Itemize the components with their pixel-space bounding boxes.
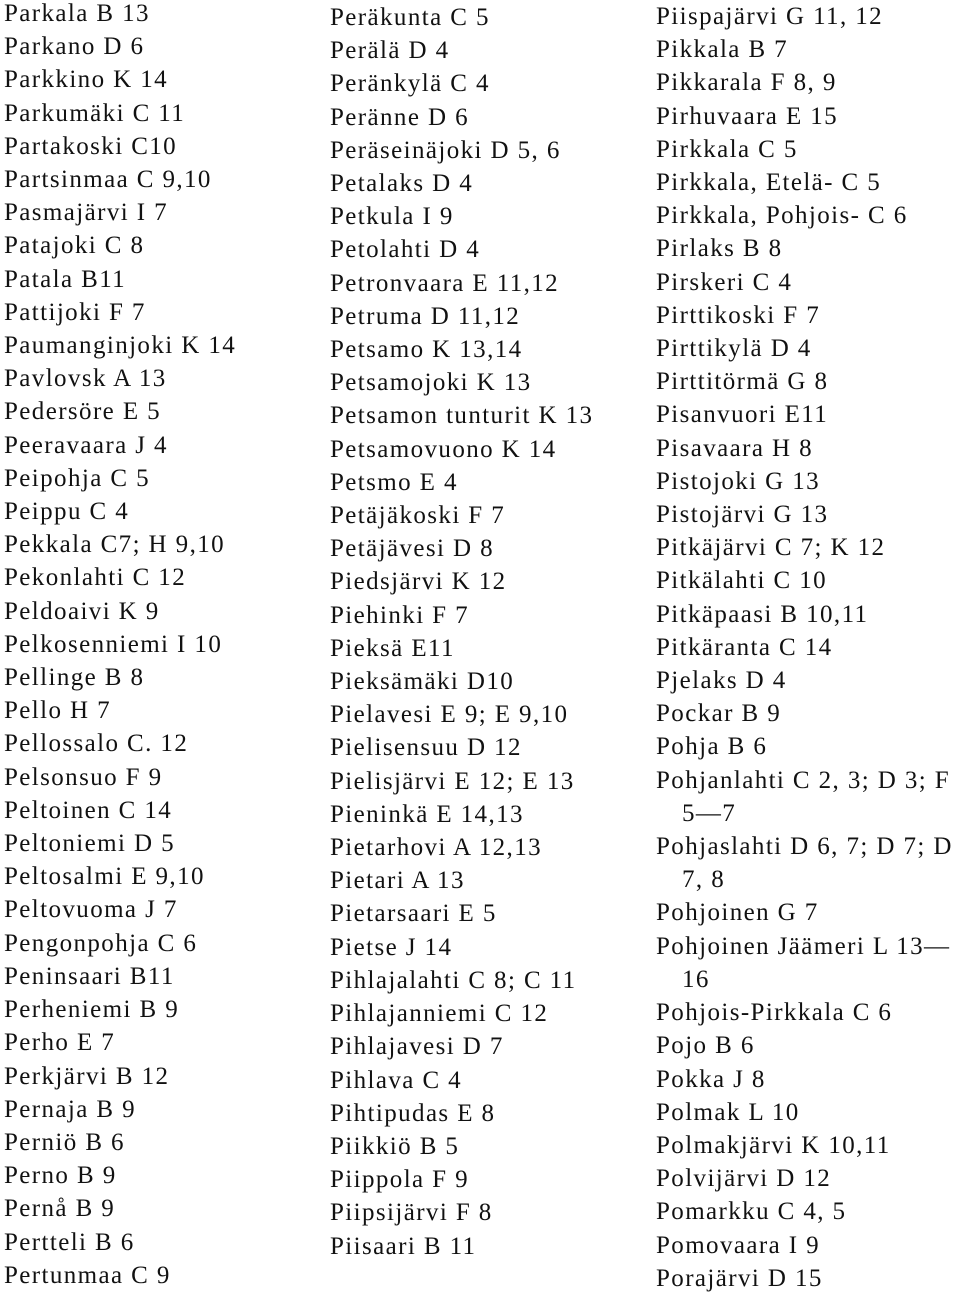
index-entry: Piipsijärvi F 8: [330, 1199, 493, 1227]
index-column-2: [330, 0, 648, 1263]
index-entry: Pitkäranta C 14: [656, 633, 833, 661]
index-entry: Piehinki F 7: [330, 601, 470, 629]
index-column-1: [4, 0, 322, 1292]
index-entry: Pohja B 6: [656, 733, 768, 761]
index-entry: Pirkkala C 5: [656, 135, 798, 163]
index-entry: Petolahti D 4: [330, 236, 481, 264]
index-entry: Petkula I 9: [330, 203, 454, 231]
index-entry: Petsamojoki K 13: [330, 369, 532, 397]
index-entry: Pirlaks B 8: [656, 235, 783, 263]
index-entry: Perno B 9: [4, 1162, 117, 1190]
index-entry: Petruma D 11,12: [330, 302, 521, 330]
index-entry: Parkkino K 14: [4, 66, 169, 94]
index-entry: Pihlajanniemi C 12: [330, 1000, 549, 1028]
index-entry: Peltoniemi D 5: [4, 830, 175, 858]
index-entry: Peltovuoma J 7: [4, 896, 178, 924]
index-entry: Pietse J 14: [330, 933, 453, 961]
index-entry: Pirkkala, Pohjois- C 6: [656, 202, 908, 230]
index-entry: Parkano D 6: [4, 33, 145, 61]
index-entry: Pellossalo C. 12: [4, 730, 189, 758]
index-entry: Peräseinäjoki D 5, 6: [330, 136, 561, 164]
index-entry: Petäjävesi D 8: [330, 535, 495, 563]
index-entry: Pietari A 13: [330, 867, 465, 895]
index-entry: Paumanginjoki K 14: [4, 332, 237, 360]
index-entry: Pavlovsk A 13: [4, 365, 167, 393]
index-entry: Perkjärvi B 12: [4, 1062, 170, 1090]
index-entry: Perniö B 6: [4, 1128, 125, 1156]
index-entry: Pjelaks D 4: [656, 667, 787, 695]
index-entry: Pisanvuori E11: [656, 401, 829, 429]
index-entry: Polmak L 10: [656, 1098, 800, 1126]
index-entry: Perälä D 4: [330, 37, 450, 65]
index-entry: Perho E 7: [4, 1029, 116, 1057]
index-entry: Pikkala B 7: [656, 36, 789, 64]
index-entry: Pernå B 9: [4, 1195, 116, 1223]
index-entry: Parkumäki C 11: [4, 99, 186, 127]
index-entry: Partsinmaa C 9,10: [4, 166, 212, 194]
index-entry: Pitkälahti C 10: [656, 567, 827, 595]
index-entry: Pitkäjärvi C 7; K 12: [656, 534, 886, 562]
index-entry: Peräkunta C 5: [330, 4, 490, 31]
index-entry: Pielisjärvi E 12; E 13: [330, 767, 575, 795]
index-entry: Perheniemi B 9: [4, 996, 180, 1024]
index-entry: Petsamovuono K 14: [330, 435, 557, 463]
index-entry: Pomarkku C 4, 5: [656, 1198, 847, 1226]
index-entry: Pirhuvaara E 15: [656, 102, 839, 130]
index-entry: Pertunmaa C 9: [4, 1261, 171, 1289]
index-entry: Piippola F 9: [330, 1166, 470, 1194]
index-entry: Pirttikoski F 7: [656, 301, 821, 329]
index-entry: Pohjois-Pirkkala C 6: [656, 999, 893, 1027]
index-entry: Pockar B 9: [656, 700, 782, 728]
index-entry: Pihlajavesi D 7: [330, 1033, 504, 1061]
index-entry: Peränne D 6: [330, 103, 469, 131]
index-entry: Peippu C 4: [4, 498, 130, 526]
index-entry: Petsamon tunturit K 13: [330, 402, 594, 430]
index-entry: Petäjäkoski F 7: [330, 502, 506, 530]
index-entry: Petsmo E 4: [330, 468, 458, 496]
index-entry: Pojo B 6: [656, 1032, 755, 1060]
index-entry: Partakoski C10: [4, 132, 178, 160]
index-entry: Pihlava C 4: [330, 1066, 463, 1094]
index-entry: Petalaks D 4: [330, 170, 474, 198]
index-entry: Pihtipudas E 8: [330, 1099, 496, 1127]
index-column-3: [656, 0, 960, 1295]
index-entry: Peltosalmi E 9,10: [4, 863, 205, 891]
index-entry: Pieninkä E 14,13: [330, 800, 524, 828]
index-entry: Pekonlahti C 12: [4, 564, 187, 592]
index-entry: Pomovaara I 9: [656, 1231, 820, 1259]
index-entry: Polvijärvi D 12: [656, 1165, 832, 1193]
index-entry: Piikkiö B 5: [330, 1132, 460, 1160]
index-entry: Pohjanlahti C 2, 3; D 3; F 5—7: [656, 766, 951, 827]
index-entry: Pokka J 8: [656, 1065, 766, 1093]
index-entry: Pietarsaari E 5: [330, 900, 497, 928]
index-entry: Pedersöre E 5: [4, 398, 162, 426]
index-entry: Pieksä E11: [330, 634, 455, 662]
index-entry: Pohjoinen G 7: [656, 899, 819, 927]
index-entry: Pirttikylä D 4: [656, 335, 812, 363]
index-entry: Polmakjärvi K 10,11: [656, 1131, 891, 1159]
index-entry: Pattijoki F 7: [4, 298, 146, 326]
index-entry: Pielisensuu D 12: [330, 734, 522, 762]
index-entry: Peldoaivi K 9: [4, 597, 160, 625]
index-entry: Pasmajärvi I 7: [4, 199, 169, 227]
index-entry: Pietarhovi A 12,13: [330, 834, 543, 862]
index-entry: Patajoki C 8: [4, 232, 145, 260]
index-entry: Peeravaara J 4: [4, 431, 168, 459]
index-entry: Pirttitörmä G 8: [656, 368, 829, 396]
index-entry: Porajärvi D 15: [656, 1264, 823, 1292]
index-entry: Piispajärvi G 11, 12: [656, 3, 884, 30]
index-entry: Patala B11: [4, 265, 127, 293]
index-entry: Petsamo K 13,14: [330, 336, 523, 364]
index-entry: Pirkkala, Etelä- C 5: [656, 169, 882, 197]
index-entry: Pelsonsuo F 9: [4, 763, 163, 791]
index-entry: Pieksämäki D10: [330, 668, 515, 696]
index-entry: Pekkala C7; H 9,10: [4, 531, 226, 559]
index-entry: Parkala B 13: [4, 0, 150, 27]
index-entry: Pirskeri C 4: [656, 268, 793, 296]
index-entry: Peränkylä C 4: [330, 70, 490, 98]
index-entry: Pielavesi E 9; E 9,10: [330, 701, 569, 729]
index-entry: Peipohja C 5: [4, 464, 150, 492]
index-entry: Piisaari B 11: [330, 1232, 477, 1260]
index-entry: Peltoinen C 14: [4, 796, 173, 824]
index-entry: Pellinge B 8: [4, 664, 145, 692]
index-entry: Pitkäpaasi B 10,11: [656, 600, 869, 628]
index-entry: Pengonpohja C 6: [4, 929, 198, 957]
index-entry: Pello H 7: [4, 697, 112, 725]
index-entry: Pohjoinen Jäämeri L 13—16: [656, 932, 951, 993]
index-entry: Pistojoki G 13: [656, 467, 821, 495]
index-entry: Pernaja B 9: [4, 1095, 137, 1123]
index-entry: Pihlajalahti C 8; C 11: [330, 966, 577, 994]
index-entry: Petronvaara E 11,12: [330, 269, 560, 297]
index-entry: Pikkarala F 8, 9: [656, 69, 837, 97]
index-entry: Peninsaari B11: [4, 962, 175, 990]
index-entry: Pisavaara H 8: [656, 434, 814, 462]
index-entry: Piedsjärvi K 12: [330, 568, 507, 596]
index-entry: Pelkosenniemi I 10: [4, 630, 223, 658]
index-entry: Pistojärvi G 13: [656, 501, 829, 529]
index-entry: Pohjaslahti D 6, 7; D 7; D 7, 8: [656, 833, 953, 894]
index-entry: Pertteli B 6: [4, 1228, 135, 1256]
